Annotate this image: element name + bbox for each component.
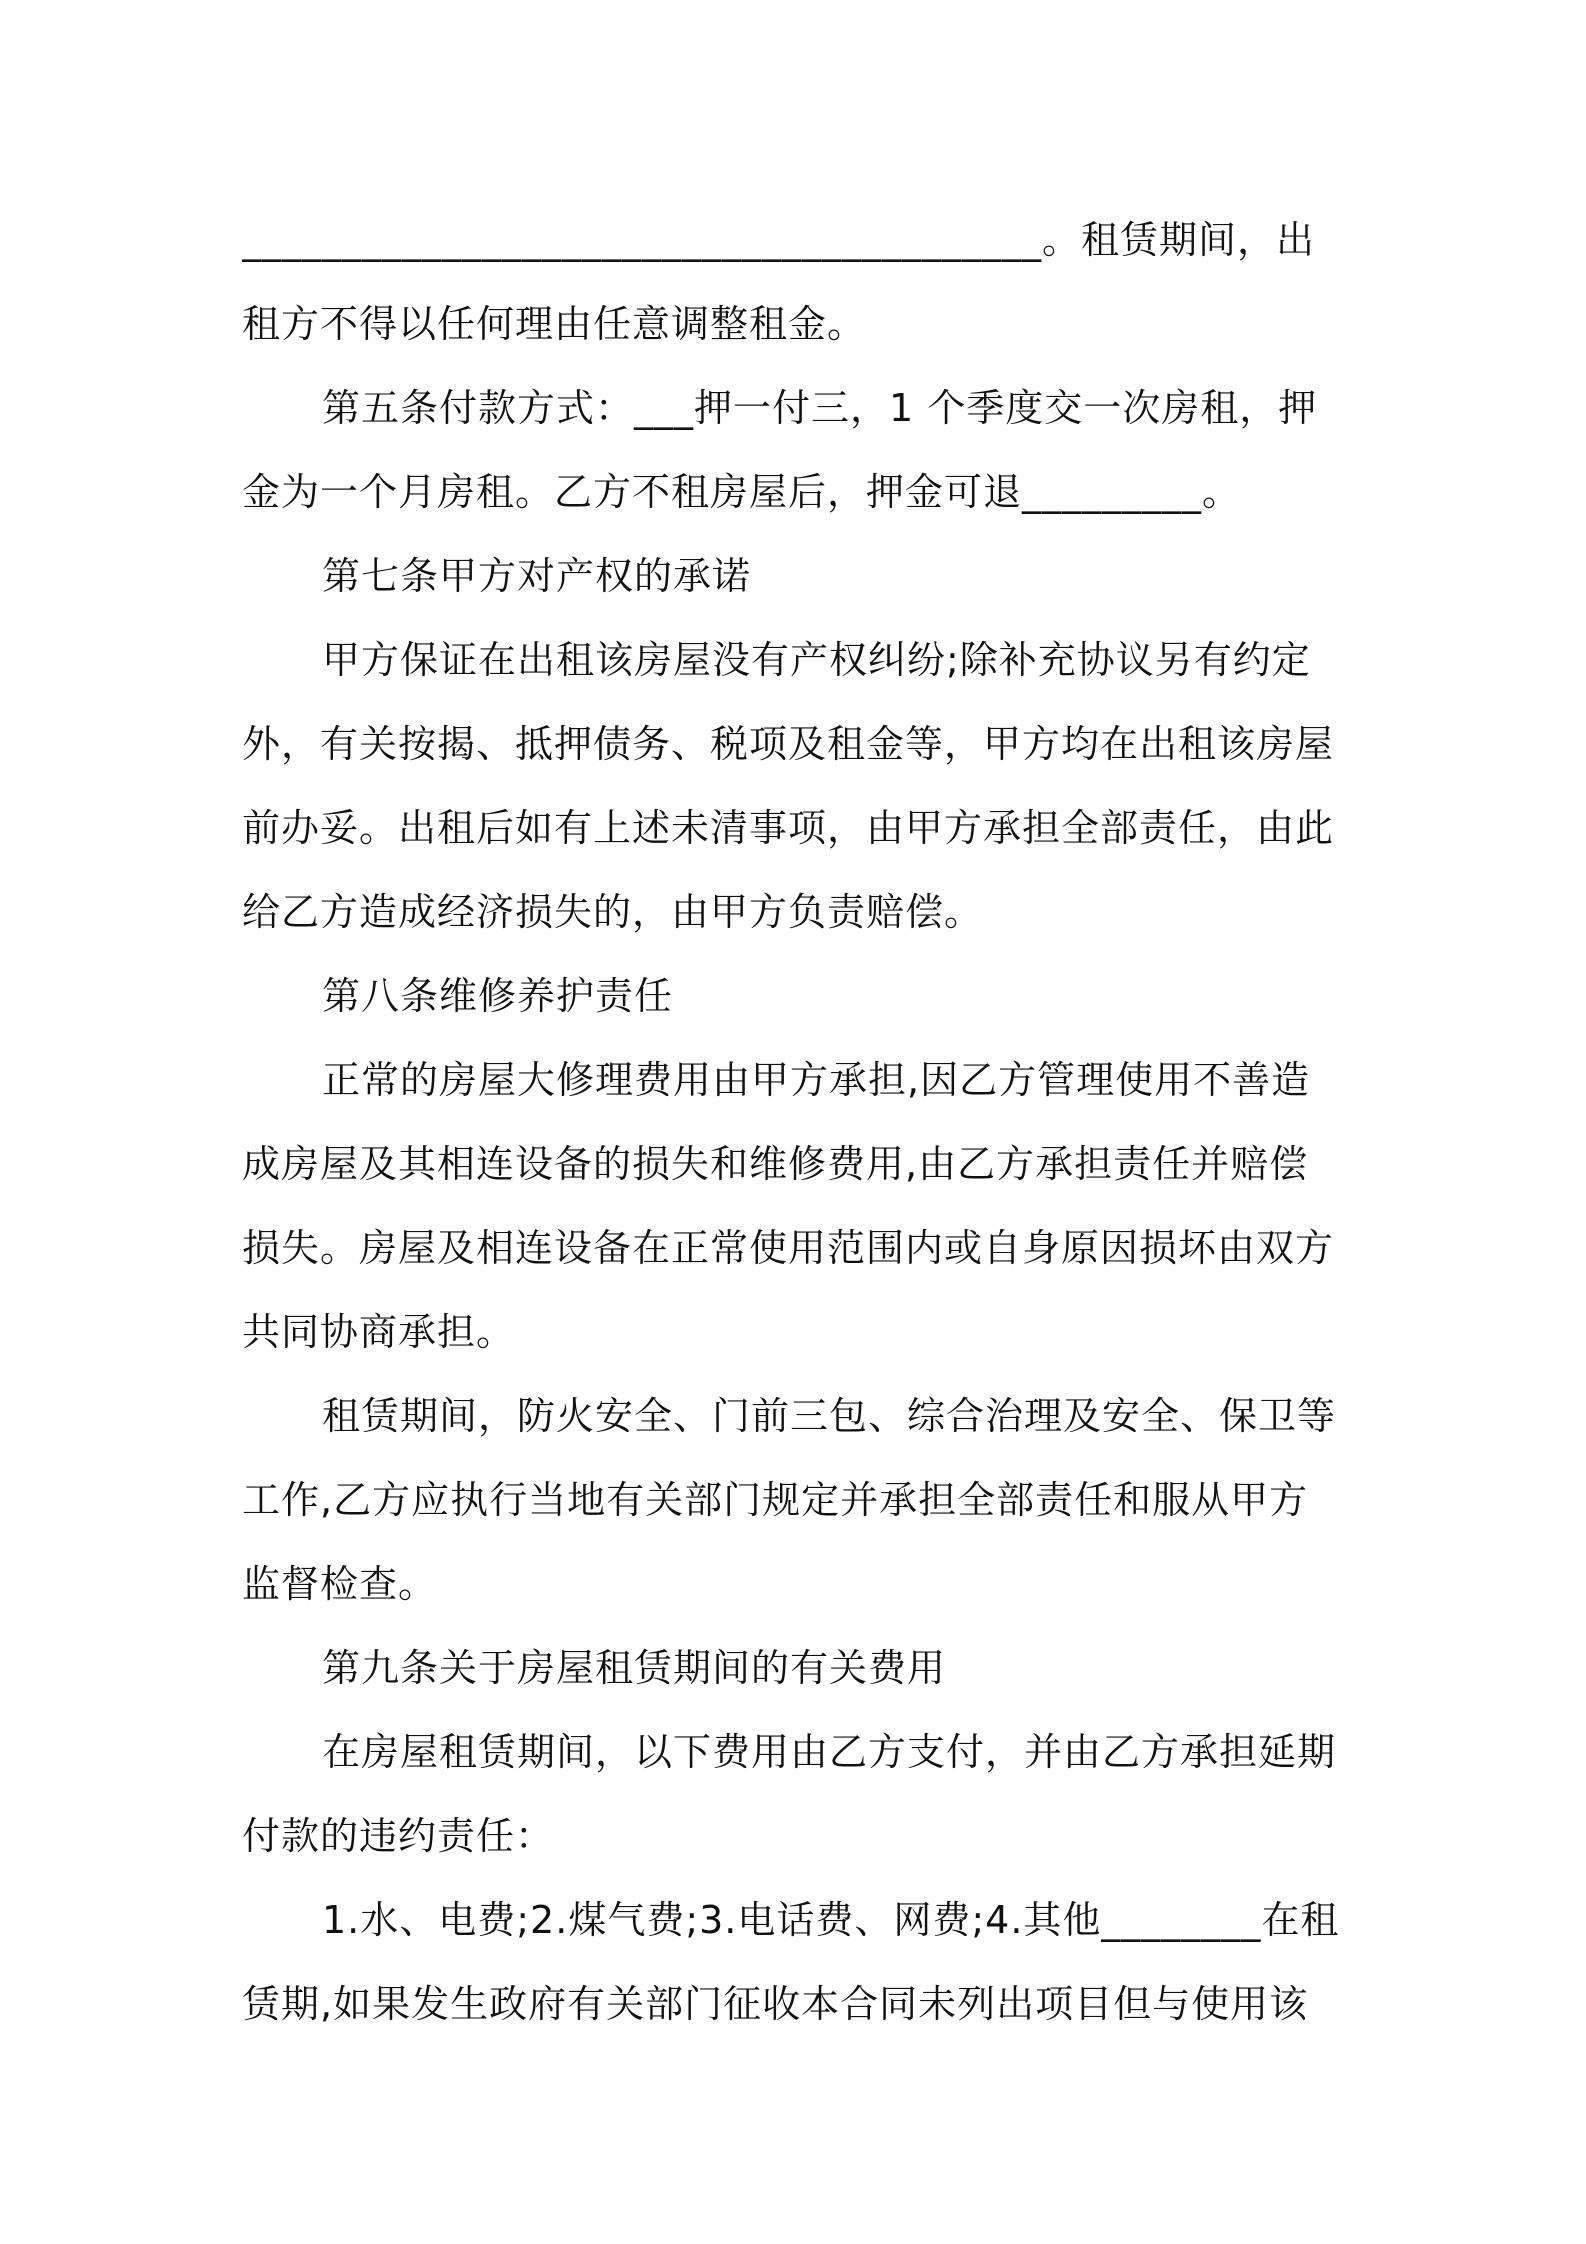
document-page bbox=[242, 198, 1352, 2046]
text-line: 1.水、电费;2.煤气费;3.电话费、网费;4.其他________在租 bbox=[322, 1898, 1340, 1942]
text-line: 付款的违约责任： bbox=[242, 1814, 555, 1858]
text-line: 共同协商承担。 bbox=[242, 1310, 516, 1354]
text-line: 给乙方造成经济损失的，由甲方负责赔偿。 bbox=[242, 890, 984, 934]
paragraph-article-9-intro bbox=[242, 1710, 1352, 1878]
text-line: 金为一个月房租。乙方不租房屋后，押金可退_________。 bbox=[242, 470, 1242, 514]
heading-article-8 bbox=[242, 954, 1352, 1038]
text-line: 在房屋租赁期间，以下费用由乙方支付，并由乙方承担延期 bbox=[322, 1730, 1337, 1774]
text-line: 外，有关按揭、抵押债务、税项及租金等，甲方均在出租该房屋 bbox=[242, 722, 1335, 766]
text-line: 正常的房屋大修理费用由甲方承担,因乙方管理使用不善造 bbox=[322, 1058, 1311, 1102]
paragraph-rent-adjustment bbox=[242, 198, 1352, 366]
heading-text: 第八条维修养护责任 bbox=[322, 974, 674, 1018]
text-line: 租赁期间，防火安全、门前三包、综合治理及安全、保卫等 bbox=[322, 1394, 1337, 1438]
text-line: 前办妥。出租后如有上述未清事项，由甲方承担全部责任，由此 bbox=[242, 806, 1335, 850]
text-line: 租方不得以任何理由任意调整租金。 bbox=[242, 302, 867, 346]
paragraph-article-7-body bbox=[242, 618, 1352, 954]
paragraph-safety-duties bbox=[242, 1374, 1352, 1626]
paragraph-fee-list bbox=[242, 1878, 1352, 2046]
text-line: 成房屋及其相连设备的损失和维修费用,由乙方承担责任并赔偿 bbox=[242, 1142, 1309, 1186]
heading-article-7 bbox=[242, 534, 1352, 618]
text-line: 赁期,如果发生政府有关部门征收本合同未列出项目但与使用该 bbox=[242, 1982, 1309, 2026]
text-line: 甲方保证在出租该房屋没有产权纠纷;除补充协议另有约定 bbox=[322, 638, 1311, 682]
text-line: 工作,乙方应执行当地有关部门规定并承担全部责任和服从甲方 bbox=[242, 1478, 1309, 1522]
text-line: 第五条付款方式：___押一付三，1 个季度交一次房租，押 bbox=[322, 386, 1318, 430]
heading-text: 第七条甲方对产权的承诺 bbox=[322, 554, 752, 598]
text-line: 损失。房屋及相连设备在正常使用范围内或自身原因损坏由双方 bbox=[242, 1226, 1335, 1270]
paragraph-article-8-body bbox=[242, 1038, 1352, 1374]
paragraph-article-5-payment bbox=[242, 366, 1352, 534]
text-line: 监督检查。 bbox=[242, 1562, 438, 1606]
text-line: ________________________________________。租赁期间，出 bbox=[242, 218, 1316, 262]
heading-text: 第九条关于房屋租赁期间的有关费用 bbox=[322, 1646, 947, 1690]
heading-article-9 bbox=[242, 1626, 1352, 1710]
